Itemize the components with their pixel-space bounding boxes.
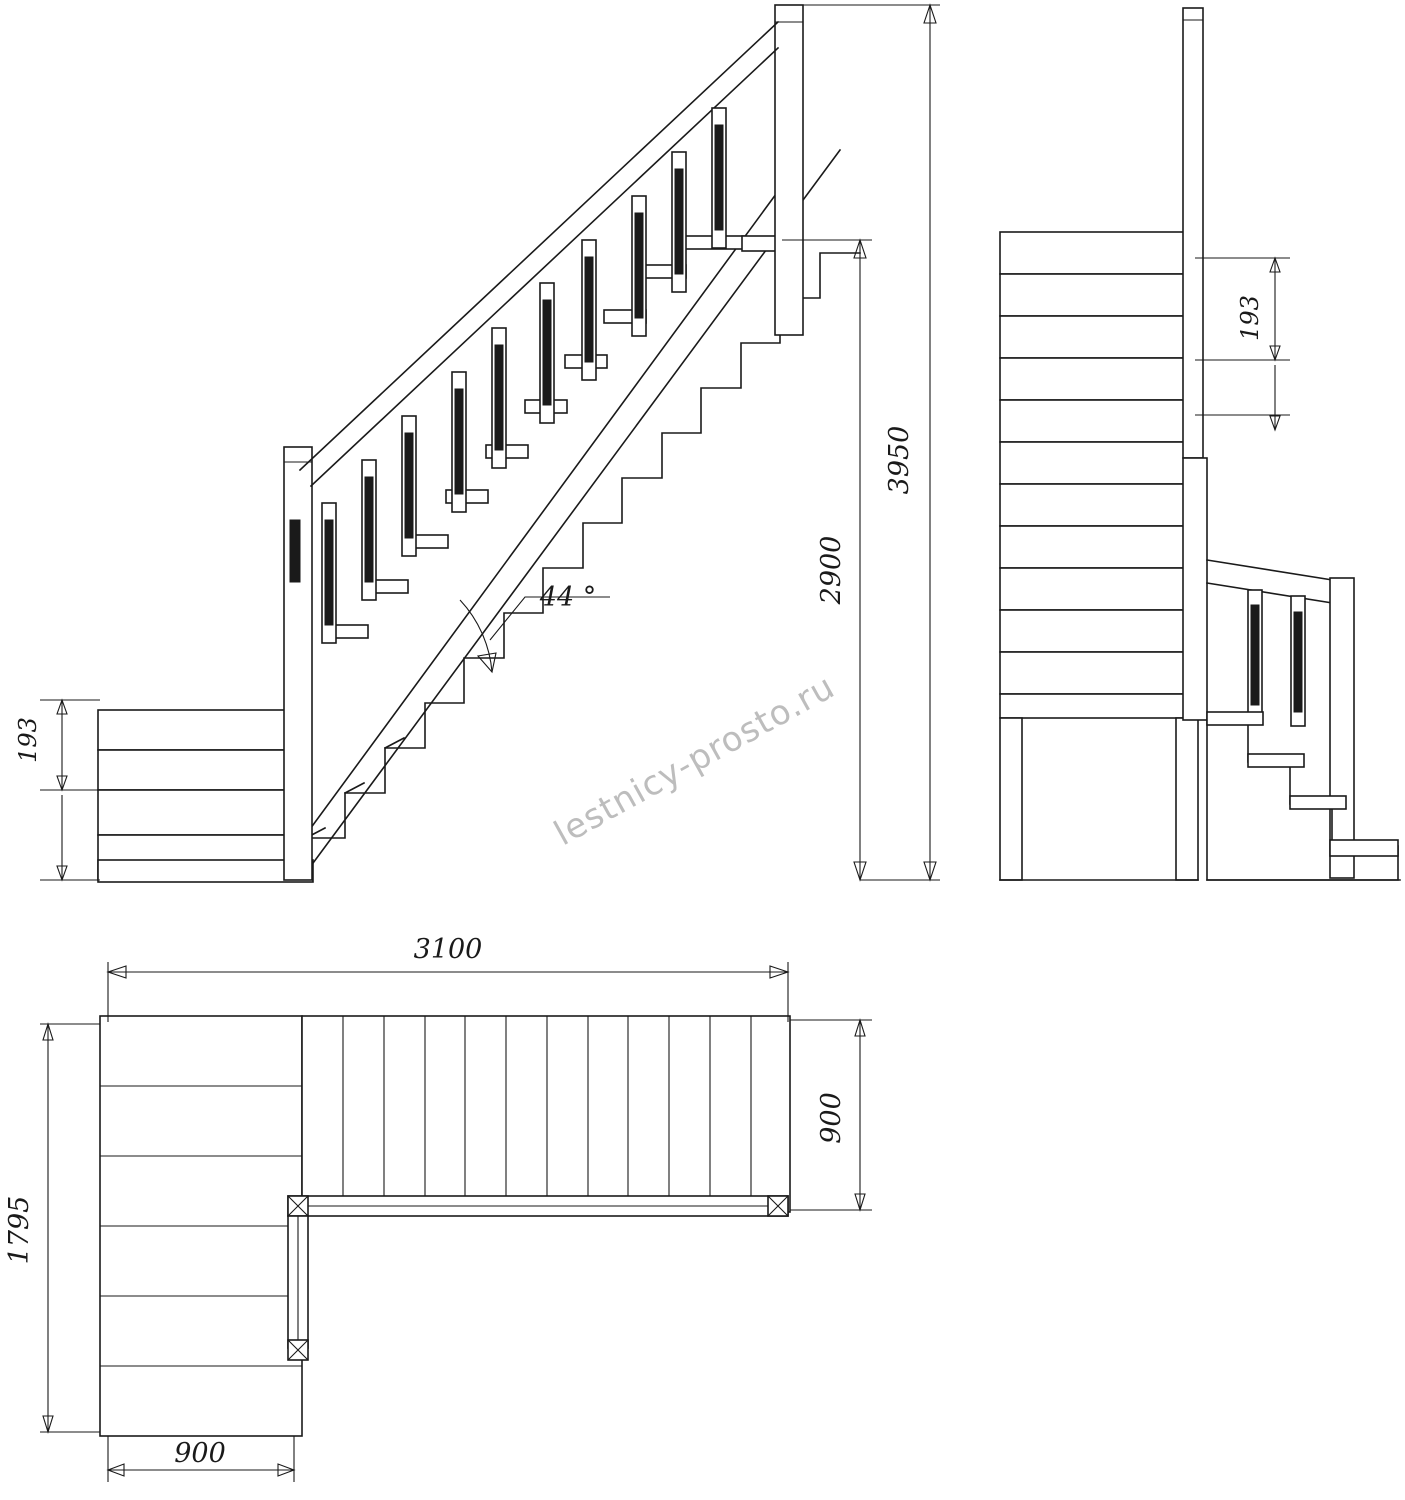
front-elevation-view: [40, 5, 940, 882]
dim-total-height: [800, 5, 940, 880]
plan-flight: [302, 1016, 790, 1212]
dim-riser-side: [1195, 258, 1290, 430]
side-elevation-view: [1000, 8, 1400, 880]
label-total-height: 3950: [884, 425, 915, 495]
front-left-newel-post: [284, 447, 312, 880]
side-support-legs: [1000, 718, 1198, 880]
front-balusters: [322, 108, 726, 643]
label-floor-height: 2900: [816, 535, 847, 605]
side-tall-newel: [1183, 8, 1207, 720]
plan-railing: [288, 1196, 788, 1360]
side-lower-steps: [1207, 712, 1400, 880]
dim-plan-depth: [40, 1024, 100, 1432]
plan-view: [40, 962, 872, 1482]
label-plan-depth: 1795: [4, 1195, 35, 1265]
dim-plan-length: [108, 962, 788, 1022]
label-riser-side: 193: [1236, 295, 1264, 341]
front-lower-landing: [98, 710, 313, 882]
dim-riser-front: [40, 700, 100, 880]
label-plan-landing: 900: [174, 1438, 226, 1469]
label-angle: 44 °: [539, 582, 597, 613]
front-right-newel-post: [775, 5, 803, 335]
label-plan-length: 3100: [413, 934, 483, 965]
watermark-text: lestnicy-prosto.ru: [547, 666, 842, 855]
label-plan-width: 900: [816, 1092, 847, 1144]
side-tread-stack: [1000, 232, 1198, 718]
plan-landing: [100, 1016, 302, 1436]
label-riser-front: 193: [14, 717, 42, 763]
front-stringer: [302, 150, 840, 878]
front-handrail: [300, 22, 778, 486]
front-tread-plates: [326, 236, 787, 638]
